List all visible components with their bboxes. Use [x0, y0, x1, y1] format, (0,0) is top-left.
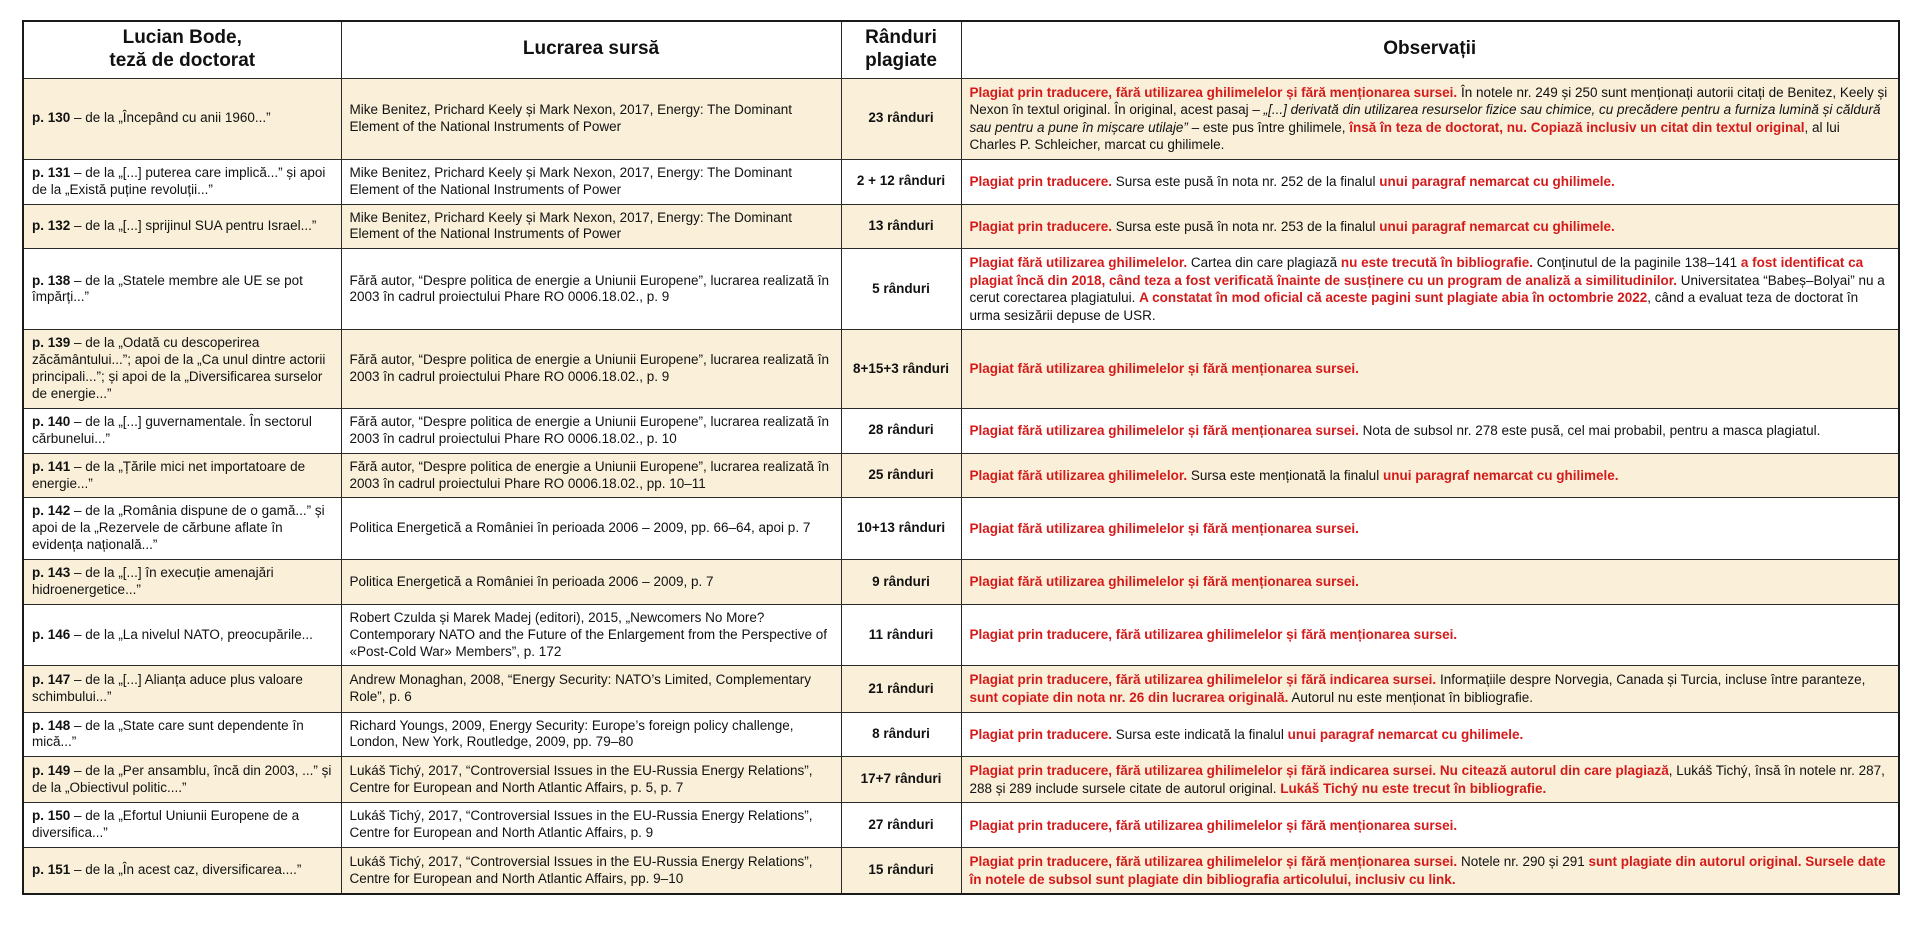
- observation-fragment: Plagiat fără utilizarea ghilimelelor și fără menționarea sursei.: [969, 521, 1359, 536]
- cell-source-work: Robert Czulda și Marek Madej (editori), 2015, „Newcomers No More? Contemporary NATO and the Future of the Enlargement from the Perspective of «Post-Cold War» Members”, p. 172: [341, 604, 841, 666]
- cell-thesis-page: p. 143 – de la „[...] în execuție amenajări hidroenergetice...”: [23, 560, 341, 605]
- cell-source-work: Lukáš Tichý, 2017, “Controversial Issues in the EU-Russia Energy Relations”, Centre for European and North Atlantic Affairs, p. 9: [341, 803, 841, 848]
- cell-plagiarized-lines: 5 rânduri: [841, 249, 961, 330]
- observation-fragment: Plagiat prin traducere, fără utilizarea ghilimelelor și fără indicarea sursei.: [969, 672, 1437, 688]
- cell-source-work: Andrew Monaghan, 2008, “Energy Security: NATO’s Limited, Complementary Role”, p. 6: [341, 666, 841, 712]
- cell-plagiarized-lines: 17+7 rânduri: [841, 757, 961, 803]
- observation-fragment: Plagiat prin traducere.: [969, 726, 1113, 742]
- observation-fragment: Plagiat prin traducere, fără utilizarea ghilimelelor și fără menționarea sursei.: [969, 84, 1458, 100]
- cell-observations: [961, 604, 1899, 666]
- column-header-lines-line1: Rânduri: [865, 27, 937, 48]
- cell-source-work: Fără autor, “Despre politica de energie a Uniunii Europene”, lucrarea realizată în 2003 în cadrul proiectului Phare RO 0006.18.02., p. 9: [341, 249, 841, 330]
- observation-fragment: Plagiat prin traducere, fără utilizarea ghilimelelor și fără menționarea sursei.: [969, 854, 1458, 870]
- observation-fragment: unui paragraf nemarcat cu ghilimele.: [1287, 726, 1524, 742]
- observation-fragment: unui paragraf nemarcat cu ghilimele.: [1382, 467, 1619, 483]
- cell-thesis-page: p. 141 – de la „Țările mici net importatoare de energie...”: [23, 453, 341, 498]
- observation-fragment: , al lui Charles P. Schleicher, marcat cu ghilimele.: [969, 119, 1840, 153]
- cell-thesis-page: p. 130 – de la „Începând cu anii 1960...”: [23, 78, 341, 159]
- column-header-source: Lucrarea sursă: [341, 21, 841, 78]
- cell-source-work: Politica Energetică a României în perioada 2006 – 2009, p. 7: [341, 560, 841, 605]
- cell-plagiarized-lines: 27 rânduri: [841, 803, 961, 848]
- cell-thesis-page: p. 151 – de la „În acest caz, diversificarea....”: [23, 848, 341, 895]
- table-row: [23, 560, 1899, 605]
- observation-fragment: Plagiat fără utilizarea ghilimelelor și fără menționarea sursei.: [969, 361, 1359, 377]
- observation-fragment: În notele nr. 249 și 250 sunt menționați autorii citați de Benitez, Keely și Nexon în textul original. În original, acest pasaj –: [969, 84, 1888, 118]
- observation-fragment: Plagiat prin traducere, fără utilizarea ghilimelelor și fără indicarea sursei. Nu citează autorul din care plagiază: [969, 763, 1669, 779]
- table-row: [23, 453, 1899, 498]
- cell-plagiarized-lines: 2 + 12 rânduri: [841, 159, 961, 204]
- table-row: [23, 498, 1899, 560]
- observation-fragment: Sursa este indicată la finalul: [1112, 726, 1288, 742]
- cell-plagiarized-lines: 9 rânduri: [841, 560, 961, 605]
- cell-thesis-page: p. 142 – de la „România dispune de o gamă...” și apoi de la „Rezervele de cărbune aflate în evidența națională...”: [23, 498, 341, 560]
- observation-fragment: Plagiat fără utilizarea ghilimelelor.: [969, 255, 1188, 271]
- table-row: [23, 757, 1899, 803]
- cell-thesis-page: p. 131 – de la „[...] puterea care implică...” și apoi de la „Există puține revoluții...”: [23, 159, 341, 204]
- cell-thesis-page: p. 150 – de la „Efortul Uniunii Europene de a diversifica...”: [23, 803, 341, 848]
- cell-observations: [961, 666, 1899, 712]
- cell-thesis-page: p. 138 – de la „Statele membre ale UE se pot împărți...”: [23, 249, 341, 330]
- observation-fragment: Lukáš Tichý nu este trecut în bibliografie.: [1280, 780, 1547, 796]
- cell-source-work: Mike Benitez, Prichard Keely și Mark Nexon, 2017, Energy: The Dominant Element of the National Instruments of Power: [341, 159, 841, 204]
- observation-fragment: Plagiat prin traducere.: [969, 218, 1113, 234]
- table-header: [23, 21, 1899, 78]
- plagiarism-table: [22, 20, 1900, 895]
- cell-observations: [961, 803, 1899, 848]
- cell-source-work: Richard Youngs, 2009, Energy Security: Europe’s foreign policy challenge, London, New York, Routledge, 2009, pp. 79–80: [341, 712, 841, 757]
- cell-observations: [961, 78, 1899, 159]
- observation-fragment: , când a evaluat teza de doctorat în urma sesizării depuse de USR.: [969, 290, 1859, 323]
- column-header-lines: [841, 21, 961, 78]
- table-row: [23, 78, 1899, 159]
- table-row: [23, 204, 1899, 249]
- column-header-observations: Observații: [961, 21, 1899, 78]
- cell-plagiarized-lines: 25 rânduri: [841, 453, 961, 498]
- cell-source-work: Mike Benitez, Prichard Keely și Mark Nexon, 2017, Energy: The Dominant Element of the National Instruments of Power: [341, 204, 841, 249]
- observation-fragment: , Lukáš Tichý, însă în notele nr. 287, 288 și 289 include sursele citate de autorul original.: [969, 763, 1885, 796]
- table-row: [23, 848, 1899, 895]
- observation-fragment: sunt copiate din nota nr. 26 din lucrarea originală.: [969, 690, 1289, 706]
- table-row: [23, 604, 1899, 666]
- cell-plagiarized-lines: 8+15+3 rânduri: [841, 330, 961, 409]
- observation-fragment: Sursa este menționată la finalul: [1187, 467, 1383, 483]
- cell-thesis-page: p. 148 – de la „State care sunt dependente în mică...”: [23, 712, 341, 757]
- observation-fragment: Sursa este pusă în nota nr. 252 de la finalul: [1112, 173, 1380, 189]
- table-row: [23, 330, 1899, 409]
- observation-fragment: Sursa este pusă în nota nr. 253 de la finalul: [1112, 218, 1380, 234]
- cell-plagiarized-lines: 11 rânduri: [841, 604, 961, 666]
- observation-fragment: Notele nr. 290 și 291: [1457, 854, 1589, 870]
- cell-observations: [961, 408, 1899, 453]
- column-header-thesis-line1: Lucian Bode,: [122, 27, 242, 48]
- cell-source-work: Fără autor, “Despre politica de energie a Uniunii Europene”, lucrarea realizată în 2003 în cadrul proiectului Phare RO 0006.18.02., p. 10: [341, 408, 841, 453]
- cell-plagiarized-lines: 8 rânduri: [841, 712, 961, 757]
- cell-source-work: Mike Benitez, Prichard Keely și Mark Nexon, 2017, Energy: The Dominant Element of the National Instruments of Power: [341, 78, 841, 159]
- cell-thesis-page: p. 147 – de la „[...] Alianța aduce plus valoare schimbului...”: [23, 666, 341, 712]
- observation-fragment: Plagiat fără utilizarea ghilimelelor și fără menționarea sursei.: [969, 574, 1359, 590]
- observation-fragment: unui paragraf nemarcat cu ghilimele.: [1379, 173, 1615, 189]
- cell-observations: [961, 560, 1899, 605]
- table-body: [23, 78, 1899, 894]
- cell-observations: [961, 712, 1899, 757]
- observation-fragment: Nota de subsol nr. 278 este pusă, cel mai probabil, pentru a masca plagiatul.: [1358, 423, 1821, 439]
- cell-plagiarized-lines: 23 rânduri: [841, 78, 961, 159]
- observation-fragment: Informațiile despre Norvegia, Canada și Turcia, incluse între paranteze,: [1436, 672, 1866, 688]
- cell-observations: [961, 453, 1899, 498]
- observation-fragment: a fost identificat ca plagiat încă din 2018, când teza a fost verificată înainte de susținere cu un program de analiză a similitudinilor.: [969, 255, 1864, 288]
- cell-observations: [961, 757, 1899, 803]
- cell-thesis-page: p. 132 – de la „[...] sprijinul SUA pentru Israel...”: [23, 204, 341, 249]
- cell-observations: [961, 330, 1899, 409]
- cell-plagiarized-lines: 28 rânduri: [841, 408, 961, 453]
- column-header-lines-line2: plagiate: [865, 49, 937, 71]
- cell-source-work: Politica Energetică a României în perioada 2006 – 2009, pp. 66–64, apoi p. 7: [341, 498, 841, 560]
- observation-fragment: Autorul nu este menționat în bibliografie.: [1288, 690, 1533, 706]
- table-row: [23, 803, 1899, 848]
- observation-fragment: nu este trecută în bibliografie.: [1340, 255, 1533, 271]
- observation-fragment: „[...] derivată din utilizarea resurselor fizice sau chimice, cu precădere pentru a furniza lumină și căldură sau pentru a pune în mișcare utilaje”: [969, 102, 1881, 135]
- cell-plagiarized-lines: 10+13 rânduri: [841, 498, 961, 560]
- table-row: [23, 666, 1899, 712]
- cell-source-work: Lukáš Tichý, 2017, “Controversial Issues in the EU-Russia Energy Relations”, Centre for European and North Atlantic Affairs, p. 5, p. 7: [341, 757, 841, 803]
- table-row: [23, 408, 1899, 453]
- observation-fragment: Plagiat prin traducere, fără utilizarea ghilimelelor și fără menționarea sursei.: [969, 817, 1458, 833]
- observation-fragment: A constatat în mod oficial că aceste pagini sunt plagiate abia în octombrie 2022: [1139, 290, 1648, 306]
- observation-fragment: Plagiat prin traducere.: [969, 173, 1113, 189]
- cell-source-work: Fără autor, “Despre politica de energie a Uniunii Europene”, lucrarea realizată în 2003 în cadrul proiectului Phare RO 0006.18.02., p. 9: [341, 330, 841, 409]
- observation-fragment: – este pus între ghilimele,: [1187, 119, 1350, 135]
- header-row: [23, 21, 1899, 78]
- cell-plagiarized-lines: 15 rânduri: [841, 848, 961, 895]
- column-header-thesis-line2: teză de doctorat: [109, 49, 256, 71]
- table-row: [23, 249, 1899, 330]
- cell-plagiarized-lines: 21 rânduri: [841, 666, 961, 712]
- observation-fragment: Cartea din care plagiază: [1187, 255, 1341, 271]
- column-header-thesis: [23, 21, 341, 78]
- cell-thesis-page: p. 139 – de la „Odată cu descoperirea zăcământului...”; apoi de la „Ca unul dintre actorii principali...”; și apoi de la „Diversificarea surselor de energie...”: [23, 330, 341, 409]
- observation-fragment: Plagiat fără utilizarea ghilimelelor.: [969, 467, 1188, 483]
- observation-fragment: Plagiat fără utilizarea ghilimelelor și fără menționarea sursei.: [969, 423, 1359, 439]
- cell-observations: [961, 848, 1899, 895]
- cell-thesis-page: p. 149 – de la „Per ansamblu, încă din 2003, ...” și de la „Obiectivul politic....”: [23, 757, 341, 803]
- observation-fragment: însă în teza de doctorat, nu. Copiază inclusiv un citat din textul original: [1349, 119, 1805, 135]
- observation-fragment: Universitatea “Babeș–Bolyai” nu a cerut corectarea plagiatului.: [969, 272, 1885, 306]
- cell-thesis-page: p. 140 – de la „[...] guvernamentale. În sectorul cărbunelui...”: [23, 408, 341, 453]
- observation-fragment: sunt plagiate din autorul original. Sursele date în notele de subsol sunt plagiate din bibliografia articolului, inclusiv cu link.: [969, 854, 1886, 887]
- cell-observations: [961, 249, 1899, 330]
- cell-source-work: Lukáš Tichý, 2017, “Controversial Issues in the EU-Russia Energy Relations”, Centre for European and North Atlantic Affairs, pp. 9–10: [341, 848, 841, 895]
- observation-fragment: unui paragraf nemarcat cu ghilimele.: [1379, 218, 1615, 234]
- cell-source-work: Fără autor, “Despre politica de energie a Uniunii Europene”, lucrarea realizată în 2003 în cadrul proiectului Phare RO 0006.18.02., pp. 10–11: [341, 453, 841, 498]
- cell-observations: [961, 159, 1899, 204]
- cell-observations: [961, 498, 1899, 560]
- table-row: [23, 712, 1899, 757]
- table-row: [23, 159, 1899, 204]
- cell-plagiarized-lines: 13 rânduri: [841, 204, 961, 249]
- cell-thesis-page: p. 146 – de la „La nivelul NATO, preocupările...: [23, 604, 341, 666]
- observation-fragment: Plagiat prin traducere, fără utilizarea ghilimelelor și fără menționarea sursei.: [969, 627, 1458, 643]
- cell-observations: [961, 204, 1899, 249]
- observation-fragment: Conținutul de la paginile 138–141: [1532, 255, 1741, 271]
